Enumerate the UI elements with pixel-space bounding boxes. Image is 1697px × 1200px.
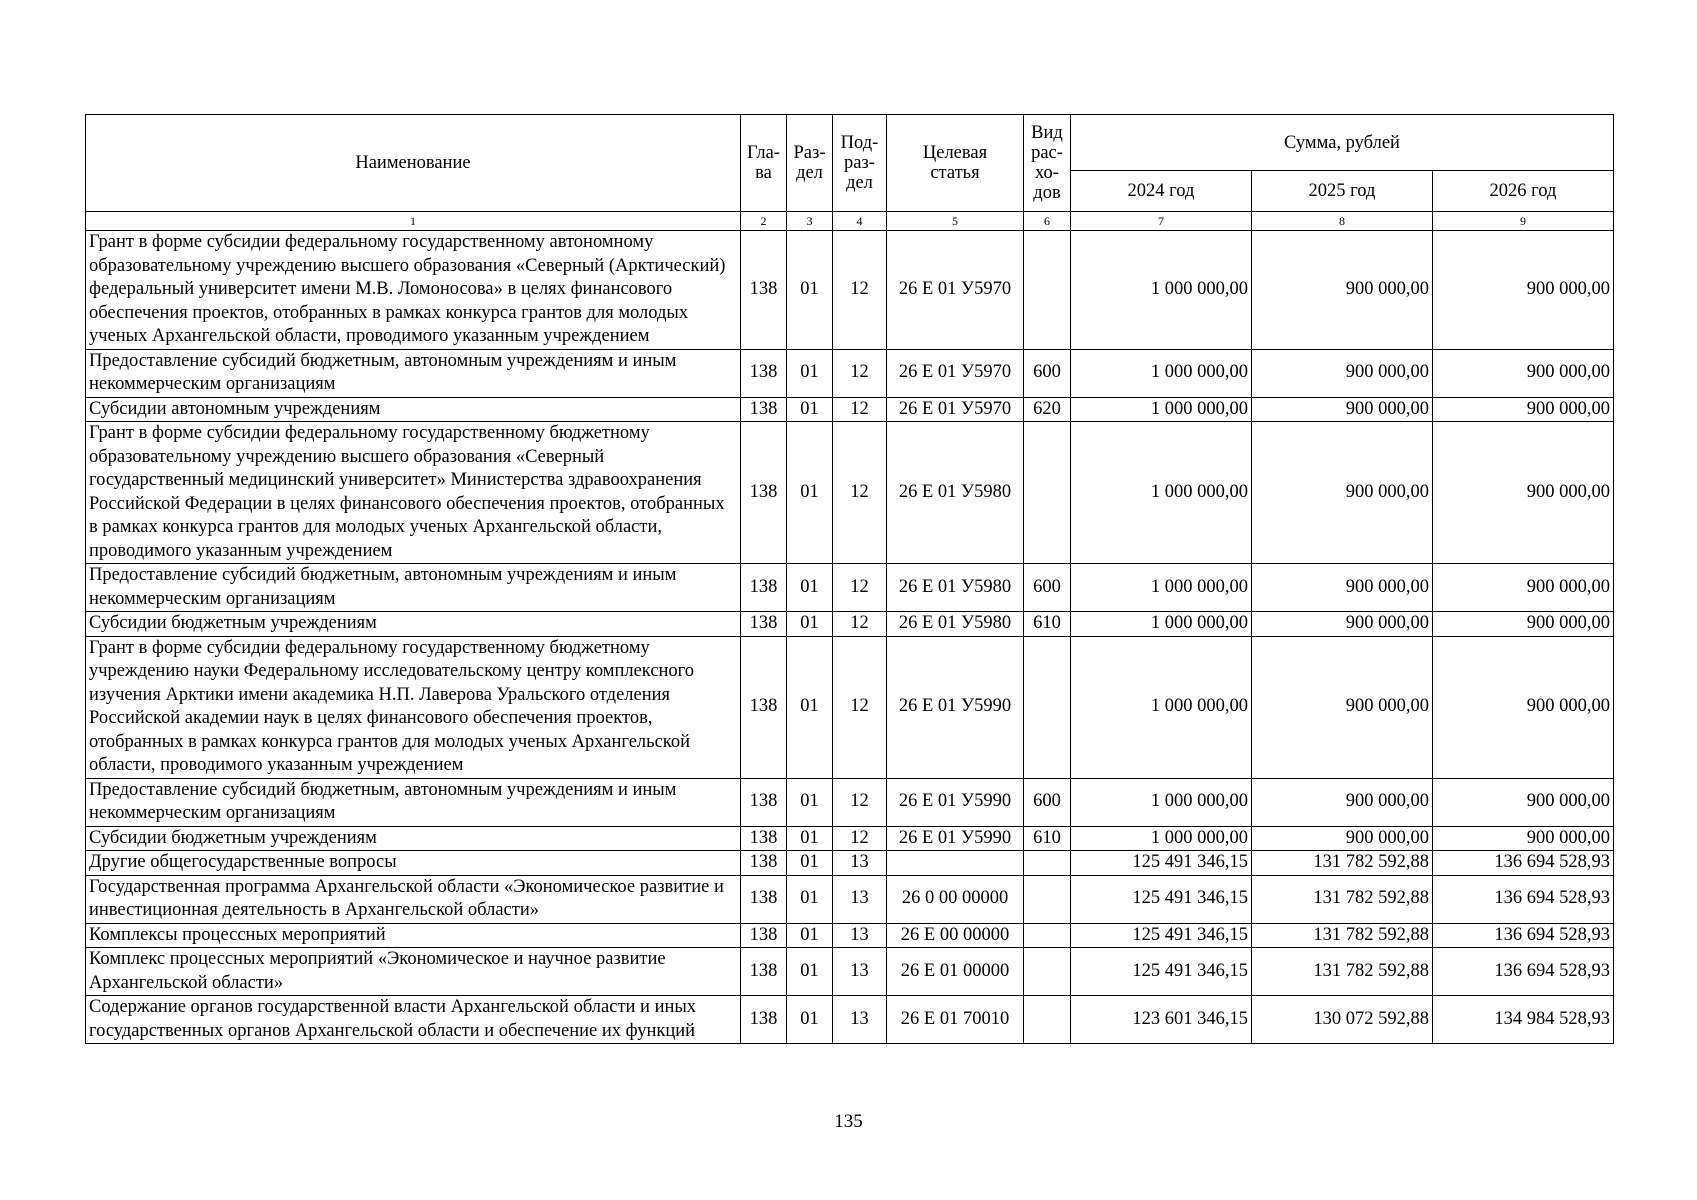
row-sum-2025: 131 782 592,88: [1252, 875, 1433, 923]
row-name: Грант в форме субсидии федеральному государственному бюджетному образовательному учреждению высшего образования «Северный государственный медицинский университет» Министерства здравоохранения Российской Федерации в целях финансового обеспечения проектов, отобранных в рамках конкурса грантов для молодых ученых Архангельской области, проводимого указанным учреждением: [86, 422, 741, 564]
row-celevaya-statya: 26 Е 01 У5970: [887, 397, 1024, 422]
row-razdel: 01: [787, 564, 833, 612]
row-celevaya-statya: 26 Е 01 70010: [887, 996, 1024, 1044]
row-name: Субсидии автономным учреждениям: [86, 397, 741, 422]
row-name: Содержание органов государственной власти Архангельской области и иных государственных органов Архангельской области и обеспечение их функций: [86, 996, 741, 1044]
row-celevaya-statya: 26 Е 01 У5990: [887, 778, 1024, 826]
row-sum-2024: 1 000 000,00: [1071, 231, 1252, 350]
row-razdel: 01: [787, 636, 833, 778]
row-glava: 138: [741, 564, 787, 612]
row-razdel: 01: [787, 923, 833, 948]
row-podrazdel: 12: [833, 778, 887, 826]
row-razdel: 01: [787, 826, 833, 851]
row-sum-2025: 900 000,00: [1252, 349, 1433, 397]
row-vid-rashodov: [1024, 231, 1071, 350]
row-name: Субсидии бюджетным учреждениям: [86, 826, 741, 851]
header-year-2025: 2025 год: [1252, 171, 1433, 212]
budget-table: [85, 114, 1614, 1044]
header-year-2024: 2024 год: [1071, 171, 1252, 212]
row-podrazdel: 13: [833, 948, 887, 996]
column-number: 7: [1071, 212, 1252, 231]
table-row: [86, 422, 1614, 564]
row-glava: 138: [741, 826, 787, 851]
row-sum-2025: 130 072 592,88: [1252, 996, 1433, 1044]
row-razdel: 01: [787, 422, 833, 564]
row-razdel: 01: [787, 851, 833, 876]
row-sum-2024: 1 000 000,00: [1071, 349, 1252, 397]
row-podrazdel: 13: [833, 923, 887, 948]
row-celevaya-statya: 26 Е 01 У5970: [887, 349, 1024, 397]
row-glava: 138: [741, 875, 787, 923]
row-vid-rashodov: 600: [1024, 349, 1071, 397]
table-row: [86, 778, 1614, 826]
row-podrazdel: 13: [833, 875, 887, 923]
row-sum-2024: 123 601 346,15: [1071, 996, 1252, 1044]
column-number: 4: [833, 212, 887, 231]
row-podrazdel: 12: [833, 349, 887, 397]
row-razdel: 01: [787, 612, 833, 637]
row-name: Предоставление субсидий бюджетным, автономным учреждениям и иным некоммерческим организациям: [86, 778, 741, 826]
table-body: [86, 231, 1614, 1044]
row-glava: 138: [741, 851, 787, 876]
table-row: [86, 349, 1614, 397]
column-number: 8: [1252, 212, 1433, 231]
row-sum-2026: 136 694 528,93: [1433, 851, 1614, 876]
row-vid-rashodov: 620: [1024, 397, 1071, 422]
table-row: [86, 948, 1614, 996]
row-sum-2024: 125 491 346,15: [1071, 948, 1252, 996]
table-row: [86, 996, 1614, 1044]
row-podrazdel: 13: [833, 996, 887, 1044]
row-razdel: 01: [787, 996, 833, 1044]
row-podrazdel: 13: [833, 851, 887, 876]
column-number: 6: [1024, 212, 1071, 231]
table-row: [86, 851, 1614, 876]
row-sum-2025: 900 000,00: [1252, 826, 1433, 851]
row-sum-2026: 136 694 528,93: [1433, 948, 1614, 996]
header-year-2026: 2026 год: [1433, 171, 1614, 212]
row-sum-2024: 1 000 000,00: [1071, 564, 1252, 612]
row-sum-2026: 900 000,00: [1433, 397, 1614, 422]
row-sum-2026: 900 000,00: [1433, 564, 1614, 612]
header-summa: Сумма, рублей: [1071, 115, 1614, 171]
row-name: Субсидии бюджетным учреждениям: [86, 612, 741, 637]
header-name: Наименование: [86, 115, 741, 212]
row-glava: 138: [741, 397, 787, 422]
table-row: [86, 636, 1614, 778]
row-vid-rashodov: 600: [1024, 778, 1071, 826]
row-name: Комплексы процессных мероприятий: [86, 923, 741, 948]
row-vid-rashodov: [1024, 923, 1071, 948]
table-row: [86, 923, 1614, 948]
table-row: [86, 826, 1614, 851]
row-glava: 138: [741, 231, 787, 350]
row-sum-2025: 900 000,00: [1252, 778, 1433, 826]
row-celevaya-statya: 26 Е 01 У5970: [887, 231, 1024, 350]
table-row: [86, 397, 1614, 422]
table-row: [86, 231, 1614, 350]
row-glava: 138: [741, 612, 787, 637]
row-razdel: 01: [787, 349, 833, 397]
row-name: Другие общегосударственные вопросы: [86, 851, 741, 876]
row-sum-2025: 900 000,00: [1252, 231, 1433, 350]
row-sum-2025: 900 000,00: [1252, 564, 1433, 612]
row-sum-2024: 125 491 346,15: [1071, 923, 1252, 948]
row-name: Предоставление субсидий бюджетным, автономным учреждениям и иным некоммерческим организациям: [86, 564, 741, 612]
header-razdel: Раз- дел: [787, 115, 833, 212]
row-vid-rashodov: [1024, 422, 1071, 564]
row-sum-2025: 131 782 592,88: [1252, 948, 1433, 996]
row-razdel: 01: [787, 231, 833, 350]
row-sum-2025: 131 782 592,88: [1252, 851, 1433, 876]
column-number: 1: [86, 212, 741, 231]
row-sum-2024: 1 000 000,00: [1071, 397, 1252, 422]
row-razdel: 01: [787, 875, 833, 923]
row-glava: 138: [741, 636, 787, 778]
row-vid-rashodov: [1024, 948, 1071, 996]
row-sum-2025: 900 000,00: [1252, 422, 1433, 564]
row-sum-2024: 125 491 346,15: [1071, 875, 1252, 923]
row-sum-2026: 136 694 528,93: [1433, 923, 1614, 948]
row-name: Грант в форме субсидии федеральному государственному автономному образовательному учреждению высшего образования «Северный (Арктический) федеральный университет имени М.В. Ломоносова» в целях финансового обеспечения проектов, отобранных в рамках конкурса грантов для молодых ученых Архангельской области, проводимого указанным учреждением: [86, 231, 741, 350]
row-razdel: 01: [787, 397, 833, 422]
table-row: [86, 564, 1614, 612]
row-sum-2024: 1 000 000,00: [1071, 636, 1252, 778]
row-podrazdel: 12: [833, 231, 887, 350]
row-podrazdel: 12: [833, 397, 887, 422]
row-sum-2025: 900 000,00: [1252, 612, 1433, 637]
row-sum-2026: 136 694 528,93: [1433, 875, 1614, 923]
row-sum-2026: 900 000,00: [1433, 349, 1614, 397]
row-celevaya-statya: 26 Е 01 У5990: [887, 636, 1024, 778]
column-number: 2: [741, 212, 787, 231]
row-celevaya-statya: 26 Е 01 У5980: [887, 422, 1024, 564]
row-vid-rashodov: 610: [1024, 826, 1071, 851]
row-celevaya-statya: 26 Е 01 У5980: [887, 612, 1024, 637]
row-sum-2026: 134 984 528,93: [1433, 996, 1614, 1044]
row-sum-2024: 1 000 000,00: [1071, 826, 1252, 851]
row-name: Комплекс процессных мероприятий «Экономическое и научное развитие Архангельской области»: [86, 948, 741, 996]
row-sum-2026: 900 000,00: [1433, 636, 1614, 778]
column-number: 9: [1433, 212, 1614, 231]
header-celevaya-statya: Целевая статья: [887, 115, 1024, 212]
row-glava: 138: [741, 948, 787, 996]
header-vid-rashodov: Вид рас- хо- дов: [1024, 115, 1071, 212]
row-vid-rashodov: 600: [1024, 564, 1071, 612]
row-sum-2025: 131 782 592,88: [1252, 923, 1433, 948]
row-glava: 138: [741, 778, 787, 826]
row-podrazdel: 12: [833, 564, 887, 612]
row-vid-rashodov: [1024, 875, 1071, 923]
row-celevaya-statya: 26 Е 01 У5990: [887, 826, 1024, 851]
row-sum-2025: 900 000,00: [1252, 636, 1433, 778]
row-sum-2026: 900 000,00: [1433, 826, 1614, 851]
row-sum-2024: 1 000 000,00: [1071, 778, 1252, 826]
row-podrazdel: 12: [833, 826, 887, 851]
row-celevaya-statya: 26 Е 00 00000: [887, 923, 1024, 948]
row-podrazdel: 12: [833, 422, 887, 564]
row-sum-2026: 900 000,00: [1433, 422, 1614, 564]
row-glava: 138: [741, 349, 787, 397]
row-sum-2024: 1 000 000,00: [1071, 612, 1252, 637]
row-celevaya-statya: 26 Е 01 00000: [887, 948, 1024, 996]
row-vid-rashodov: [1024, 851, 1071, 876]
row-celevaya-statya: 26 Е 01 У5980: [887, 564, 1024, 612]
row-vid-rashodov: [1024, 636, 1071, 778]
row-podrazdel: 12: [833, 636, 887, 778]
row-vid-rashodov: 610: [1024, 612, 1071, 637]
column-number: 3: [787, 212, 833, 231]
row-razdel: 01: [787, 778, 833, 826]
row-name: Предоставление субсидий бюджетным, автономным учреждениям и иным некоммерческим организациям: [86, 349, 741, 397]
row-name: Грант в форме субсидии федеральному государственному бюджетному учреждению науки Федеральному исследовательскому центру комплексного изучения Арктики имени академика Н.П. Лаверова Уральского отделения Российской академии наук в целях финансового обеспечения проектов, отобранных в рамках конкурса грантов для молодых ученых Архангельской области, проводимого указанным учреждением: [86, 636, 741, 778]
row-name: Государственная программа Архангельской области «Экономическое развитие и инвестиционная деятельность в Архангельской области»: [86, 875, 741, 923]
column-number: 5: [887, 212, 1024, 231]
row-glava: 138: [741, 996, 787, 1044]
row-podrazdel: 12: [833, 612, 887, 637]
page-number: 135: [834, 1111, 863, 1132]
row-razdel: 01: [787, 948, 833, 996]
row-glava: 138: [741, 923, 787, 948]
row-sum-2026: 900 000,00: [1433, 612, 1614, 637]
table-row: [86, 875, 1614, 923]
row-celevaya-statya: 26 0 00 00000: [887, 875, 1024, 923]
row-sum-2026: 900 000,00: [1433, 778, 1614, 826]
column-number-row: [86, 212, 1614, 231]
row-sum-2024: 1 000 000,00: [1071, 422, 1252, 564]
header-podrazdel: Под- раз- дел: [833, 115, 887, 212]
row-glava: 138: [741, 422, 787, 564]
table-row: [86, 612, 1614, 637]
row-sum-2025: 900 000,00: [1252, 397, 1433, 422]
header-glava: Гла- ва: [741, 115, 787, 212]
row-celevaya-statya: [887, 851, 1024, 876]
row-sum-2026: 900 000,00: [1433, 231, 1614, 350]
row-vid-rashodov: [1024, 996, 1071, 1044]
row-sum-2024: 125 491 346,15: [1071, 851, 1252, 876]
